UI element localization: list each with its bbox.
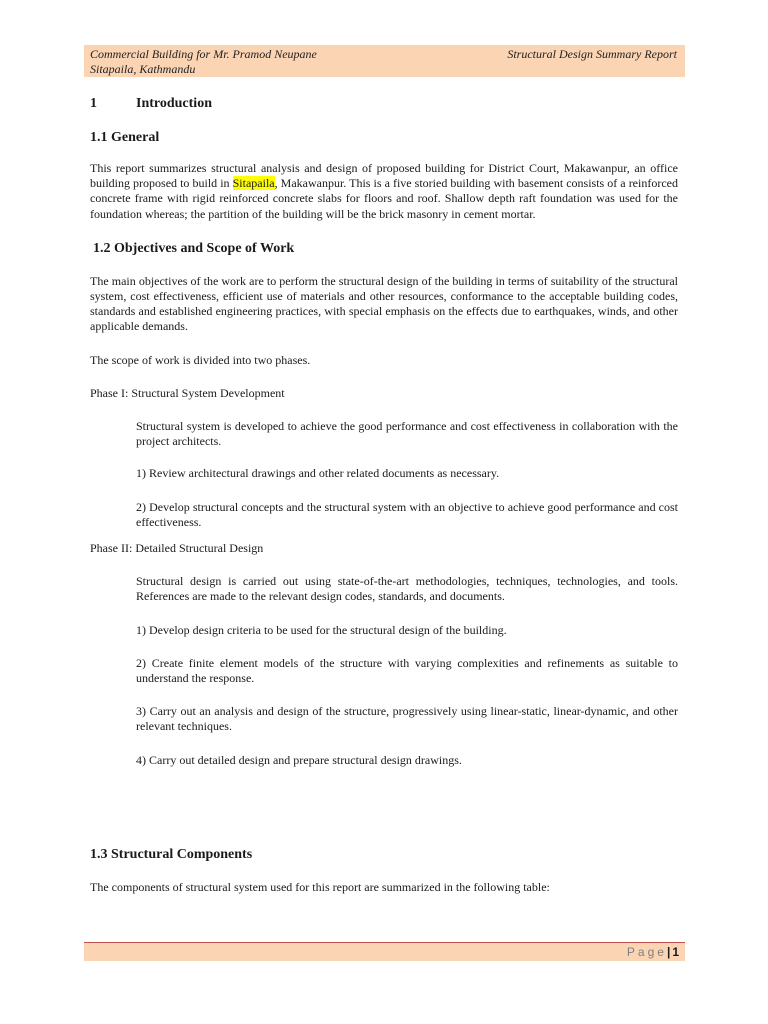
document-body (90, 90, 678, 895)
header-project-title: Commercial Building for Mr. Pramod Neupane (90, 47, 317, 61)
paragraph-components: The components of structural system used for this report are summarized in the following table: (90, 879, 550, 894)
heading-general: 1.1 General (90, 130, 160, 145)
phase2-item: 3) Carry out an analysis and design of the structure, progressively using linear-static, linear-dynamic, and other relevant techniques. (136, 704, 678, 734)
page-separator: | (666, 945, 671, 959)
phase1-item: 2) Develop structural concepts and the structural system with an objective to achieve good performance and cost effectiveness. (136, 499, 678, 529)
paragraph-objectives: The main objectives of the work are to perform the structural design of the building in terms of suitability of the structural system, cost effectiveness, efficient use of materials and other resources, conformance to the acceptable building codes, standards and established engineering practices, with special emphasis on the effects due to earthquakes, winds, and other applicable demands. (90, 273, 678, 334)
phase2-title: Phase II: Detailed Structural Design (90, 541, 264, 556)
phase2-item: 1) Develop design criteria to be used for the structural design of the building. (136, 622, 507, 637)
header-project (90, 47, 317, 77)
heading-objectives: 1.2 Objectives and Scope of Work (93, 240, 295, 256)
paragraph-scope: The scope of work is divided into two phases. (90, 352, 311, 367)
heading-components: 1.3 Structural Components (90, 846, 253, 862)
section-title: Introduction (136, 96, 212, 111)
page-footer (84, 942, 685, 961)
phase1-intro: Structural system is developed to achieve the good performance and cost effectiveness in collaboration with the project architects. (136, 419, 678, 449)
page-label: Page (626, 945, 667, 959)
phase1-item: 1) Review architectural drawings and other related documents as necessary. (136, 466, 500, 481)
phase2-intro: Structural design is carried out using state-of-the-art methodologies, techniques, technologies, and tools. References are made to the relevant design codes, standards, and documents. (136, 574, 678, 604)
page-indicator (627, 943, 679, 961)
page-number: 1 (672, 945, 679, 959)
general-text-before: This report summarizes structural analysis and design of proposed building for District Court, Makawanpur, an office building proposed to build in (90, 161, 678, 191)
phase2-item: 2) Create finite element models of the structure with varying complexities and refinements as suitable to understand the response. (136, 655, 678, 686)
general-text-after: , Makawanpur. This is a five storied building with basement consists of a reinforced concrete frame with rigid reinforced concrete slabs for floors and roof. Shallow depth raft foundation was used for the foundation whereas; the partition of the building will be the brick masonry in cement mortar. (90, 176, 678, 221)
header-report-title: Structural Design Summary Report (507, 47, 677, 61)
phase1-title: Phase I: Structural System Development (90, 385, 285, 400)
section-heading-introduction (90, 95, 678, 113)
highlighted-location: Sitapaila (232, 176, 275, 191)
header-project-location: Sitapaila, Kathmandu (90, 62, 196, 76)
section-number: 1 (90, 96, 97, 111)
phase2-item: 4) Carry out detailed design and prepare structural design drawings. (136, 752, 462, 767)
page-header (84, 45, 685, 77)
paragraph-general (90, 161, 678, 222)
